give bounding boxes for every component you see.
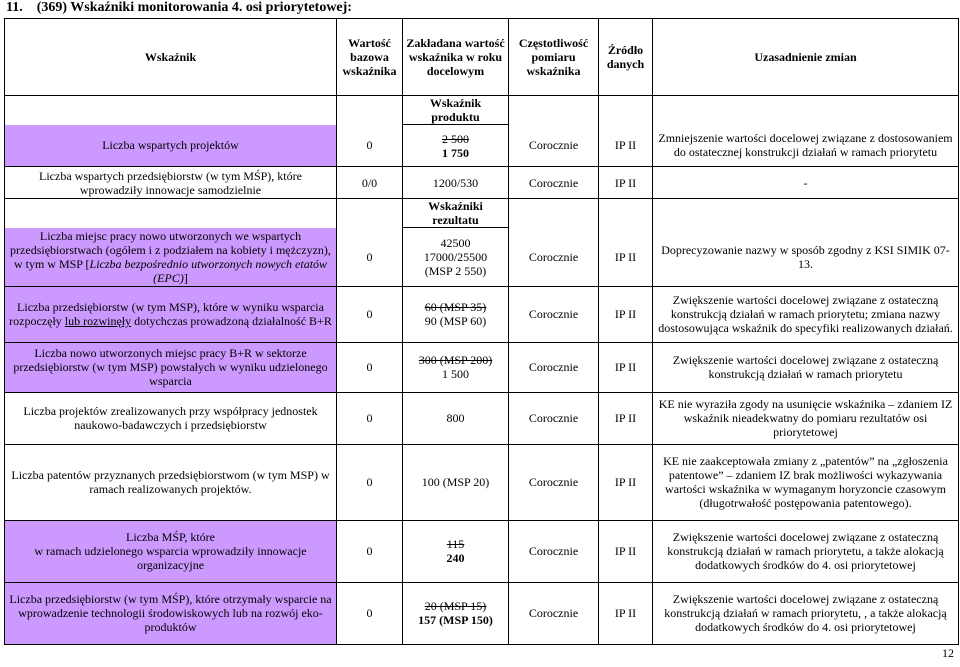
change-reason: KE nie wyraziła zgody na usunięcie wskaźnika – zdaniem IZ wskaźnik nieadekwatny do pomiaru rezultatów osi priorytetowej: [653, 392, 959, 444]
table-row: [5, 392, 959, 444]
base-value: 0: [337, 520, 403, 582]
target-value: 100 (MSP 20): [403, 444, 509, 520]
target-new-value: 1 750: [442, 145, 469, 160]
data-source: IP II: [599, 167, 653, 199]
target-value: [403, 228, 509, 287]
frequency: Corocznie: [509, 520, 599, 582]
indicator-name: [5, 520, 337, 582]
col-header-base: Wartość bazowa wskaźnika: [337, 19, 403, 96]
section-row-product: [5, 96, 959, 125]
data-source: IP II: [599, 444, 653, 520]
indicator-name-part: Liczba miejsc pracy nowo utworzonych we wspartych przedsiębiorstwach (ogółem i z podziałem na kobiety i mężczyzn), w tym w MSP [: [10, 228, 331, 271]
indicator-name: Liczba przedsiębiorstw (w tym MŚP), które otrzymały wsparcie na wprowadzenie technologii środowiskowych lub na rozwój eko-produktów: [5, 582, 337, 644]
change-reason: Zwiększenie wartości docelowej związane z ostateczną konstrukcją działań w ramach priorytetu: [653, 342, 959, 392]
frequency: Corocznie: [509, 392, 599, 444]
target-value: [403, 286, 509, 342]
data-source: IP II: [599, 228, 653, 287]
base-value: 0: [337, 342, 403, 392]
change-reason: KE nie zaakceptowała zmiany z „patentów” na „zgłoszenia patentowe” – zdaniem IZ brak możliwości wykazywania wartości wskaźnika w wymaganym horyzoncie czasowym (długotrwałość postępowania patentowego).: [653, 444, 959, 520]
indicator-name: [5, 228, 337, 287]
table-row: [5, 228, 959, 287]
target-value: 800: [403, 392, 509, 444]
target-new-value: 157 (MSP 150): [418, 613, 493, 627]
col-header-source: Źródło danych: [599, 19, 653, 96]
frequency: Corocznie: [509, 228, 599, 287]
target-new-value: 240: [446, 551, 465, 565]
frequency: Corocznie: [509, 582, 599, 644]
target-value: [403, 342, 509, 392]
indicator-name-part: Liczba MŚP, które: [126, 530, 215, 544]
section-row-result: [5, 199, 959, 228]
frequency: Corocznie: [509, 167, 599, 199]
target-value-line: 17000/25500: [423, 249, 488, 264]
indicator-name-part: ]: [183, 270, 188, 285]
col-header-frequency: Częstotliwość pomiaru wskaźnika: [509, 19, 599, 96]
frequency: Corocznie: [509, 444, 599, 520]
table-row: [5, 342, 959, 392]
table-row: [5, 520, 959, 582]
table-row: [5, 444, 959, 520]
base-value: 0: [337, 582, 403, 644]
frequency: Corocznie: [509, 125, 599, 167]
target-value: [403, 520, 509, 582]
indicator-name: Liczba wspartych przedsiębiorstw (w tym MŚP), które wprowadziły innowacje samodzielnie: [5, 167, 337, 199]
base-value: 0/0: [337, 167, 403, 199]
target-old-value: 20 (MSP 15): [424, 599, 487, 613]
target-value: [403, 125, 509, 167]
indicator-name: Liczba wspartych projektów: [5, 125, 337, 167]
data-source: IP II: [599, 392, 653, 444]
col-header-target: Zakładana wartość wskaźnika w roku docelowym: [403, 19, 509, 96]
change-reason: Doprecyzowanie nazwy w sposób zgodny z KSI SIMIK 07-13.: [653, 228, 959, 287]
target-new-value: 90 (MSP 60): [424, 314, 487, 328]
base-value: 0: [337, 392, 403, 444]
data-source: IP II: [599, 582, 653, 644]
frequency: Corocznie: [509, 286, 599, 342]
section-heading: 11. (369) Wskaźniki monitorowania 4. osi priorytetowej:: [6, 0, 352, 15]
indicator-name-part: dotychczas prowadzoną działalność B+R: [131, 314, 332, 328]
section-label-result: Wskaźniki rezultatu: [403, 199, 509, 228]
col-header-reason: Uzasadnienie zmian: [653, 19, 959, 96]
target-old-value: 300 (MSP 200): [418, 353, 493, 367]
page-number: 12: [942, 646, 954, 660]
header-row: [5, 19, 959, 96]
table-row: [5, 125, 959, 167]
indicator-name: Liczba nowo utworzonych miejsc pracy B+R w sektorze przedsiębiorstw (w tym MSP) powstałych w wyniku udzielonego wsparcia: [5, 342, 337, 392]
indicator-name-part: w ramach udzielonego wsparcia wprowadziły innowacje organizacyjne: [34, 544, 307, 572]
data-source: IP II: [599, 342, 653, 392]
col-header-indicator: Wskaźnik: [5, 19, 337, 96]
target-old-value: 115: [446, 537, 465, 551]
target-new-value: 1 500: [442, 367, 469, 381]
change-reason: Zwiększenie wartości docelowej związane z ostateczną konstrukcją działań w ramach priorytetu; zmiana nazwy dostosowująca wskaźnik do specyfiki realizowanych działań.: [653, 286, 959, 342]
base-value: 0: [337, 286, 403, 342]
table-row: [5, 582, 959, 644]
indicator-name-part: lub rozwinęły: [64, 314, 132, 328]
data-source: IP II: [599, 286, 653, 342]
table-row: [5, 286, 959, 342]
target-value-line: 42500: [440, 235, 471, 250]
indicators-table: [4, 18, 959, 645]
indicator-name: Liczba patentów przyznanych przedsiębiorstwom (w tym MSP) w ramach realizowanych projektów.: [5, 444, 337, 520]
base-value: 0: [337, 444, 403, 520]
target-value: [403, 582, 509, 644]
section-label-product: Wskaźnik produktu: [403, 96, 509, 125]
indicator-name-part: Liczba przedsiębiorstw (w tym MSP), które w wyniku wsparcia rozpoczęły: [9, 300, 324, 328]
indicator-name: [5, 286, 337, 342]
change-reason: -: [653, 167, 959, 199]
target-old-value: 60 (MSP 35): [424, 300, 487, 314]
data-source: IP II: [599, 520, 653, 582]
base-value: 0: [337, 228, 403, 287]
target-value: 1200/530: [403, 167, 509, 199]
frequency: Corocznie: [509, 342, 599, 392]
indicator-name-part: Liczba bezpośrednio utworzonych nowych etatów (EPC): [89, 256, 328, 285]
target-old-value: 2 500: [442, 131, 469, 146]
table-row: [5, 167, 959, 199]
change-reason: Zwiększenie wartości docelowej związane z ostateczną konstrukcją działań w ramach priorytetu, , a także alokacją dodatkowych środków do 4. osi priorytetowej: [653, 582, 959, 644]
data-source: IP II: [599, 125, 653, 167]
change-reason: Zmniejszenie wartości docelowej związane z dostosowaniem do ostatecznej konstrukcji działań w ramach priorytetu: [653, 125, 959, 167]
indicator-name: Liczba projektów zrealizowanych przy współpracy jednostek naukowo-badawczych i przedsiębiorstw: [5, 392, 337, 444]
target-value-line: (MSP 2 550): [424, 263, 487, 278]
base-value: 0: [337, 125, 403, 167]
change-reason: Zwiększenie wartości docelowej związane z ostateczną konstrukcją działań w ramach priorytetu, a także alokacją dodatkowych środków do 4. osi priorytetowej: [653, 520, 959, 582]
